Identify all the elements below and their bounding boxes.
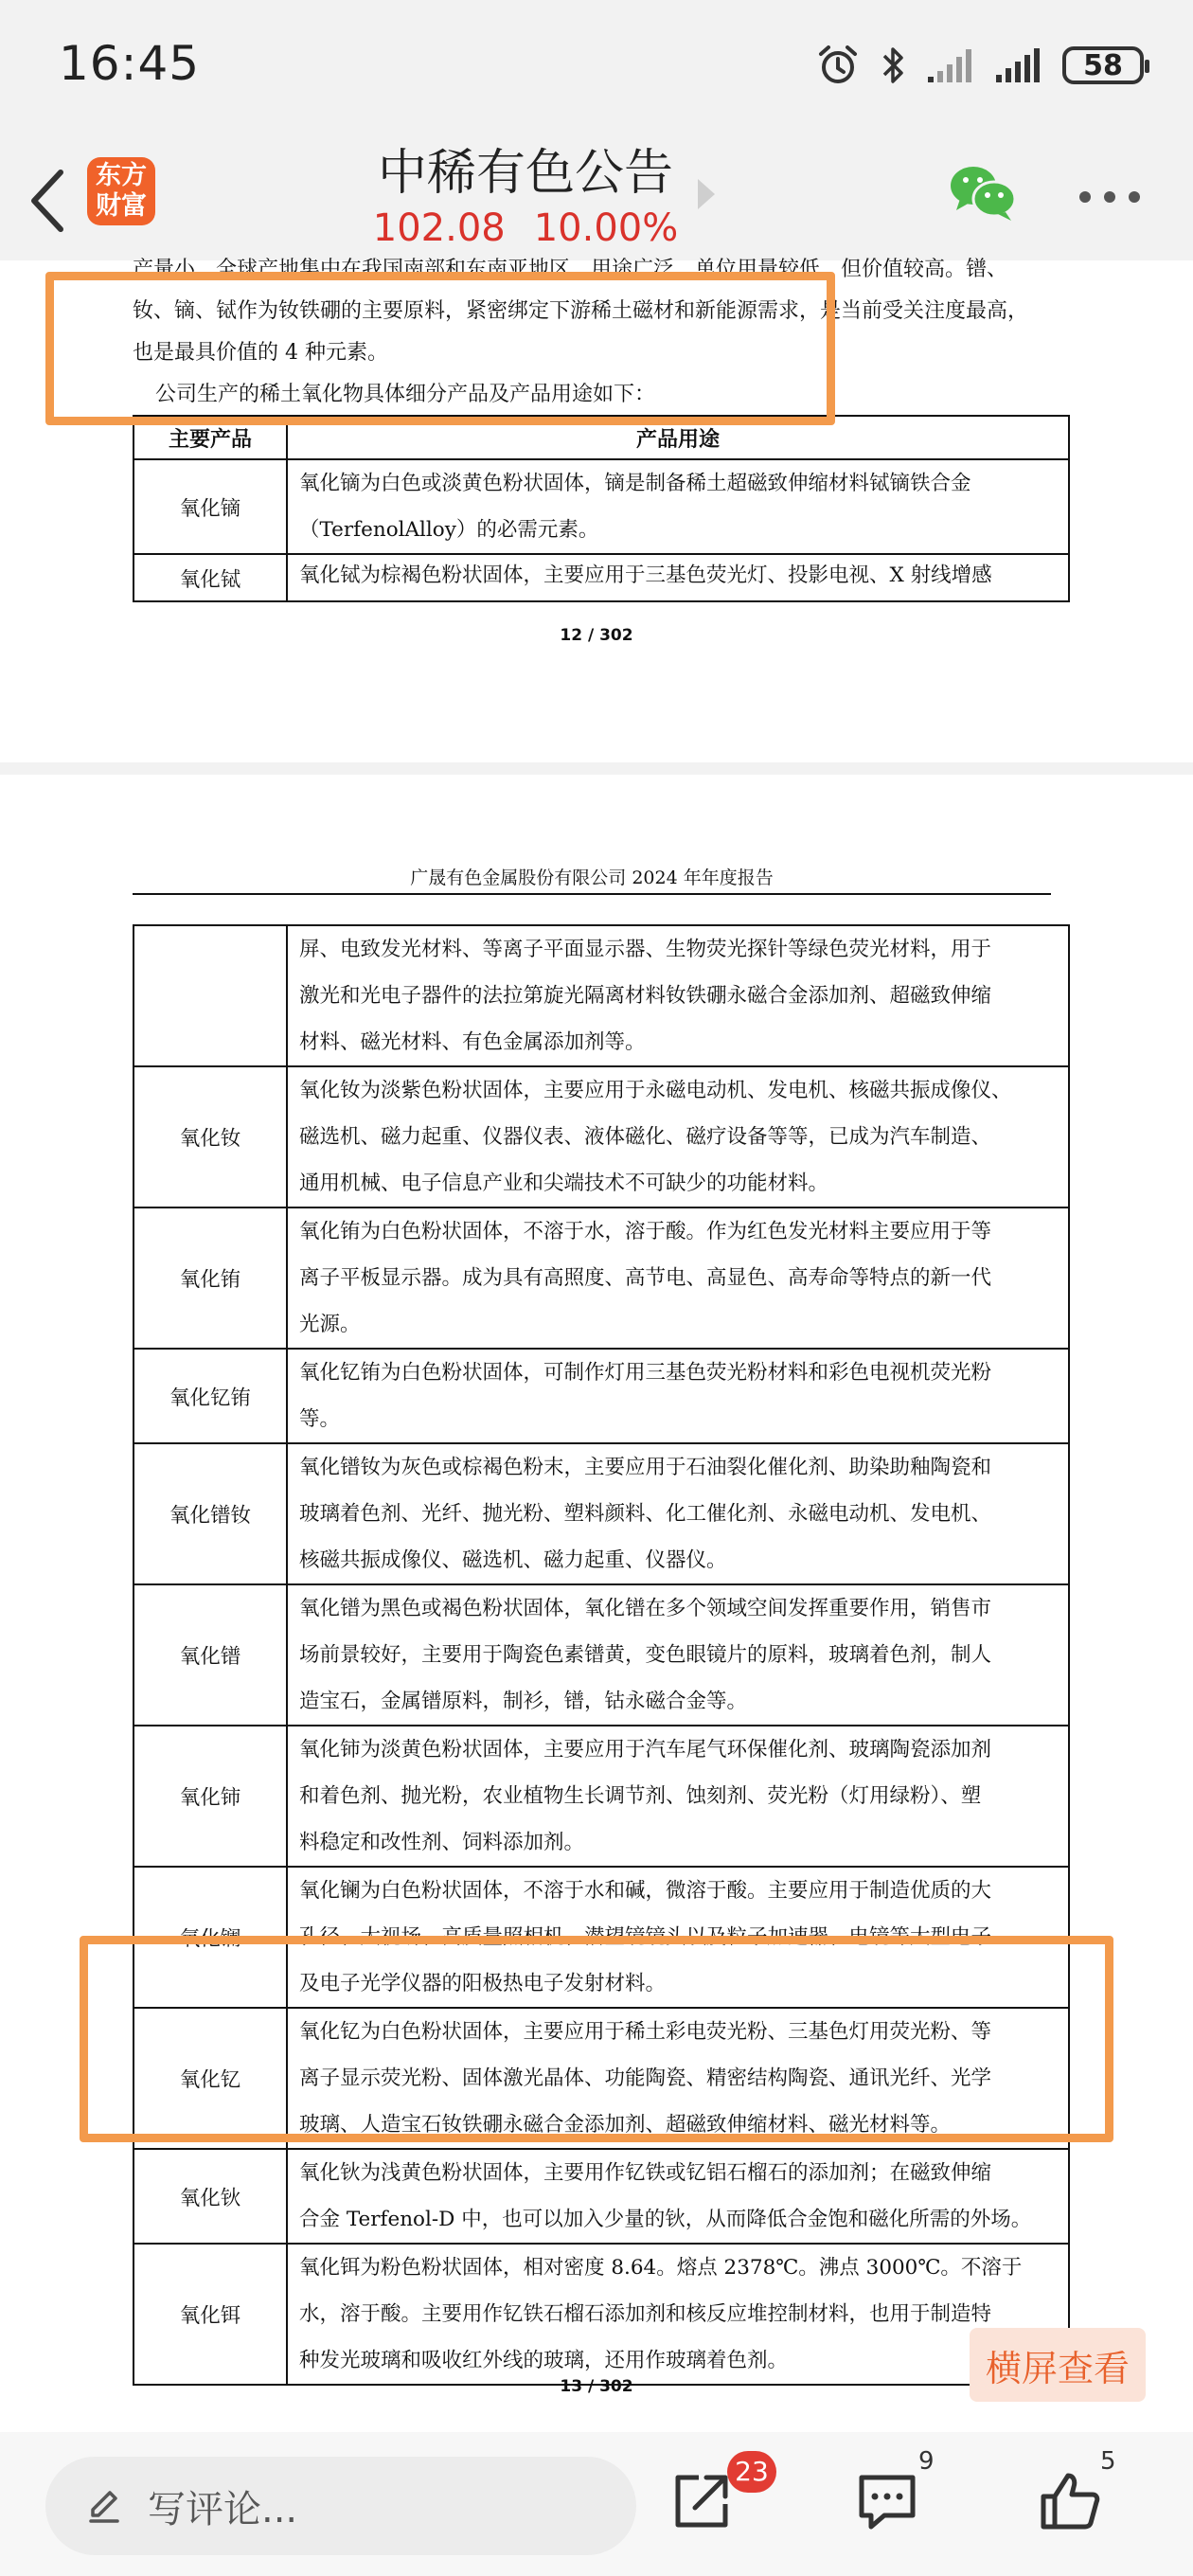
product-name: 氧化镨钕 [134, 1443, 287, 1584]
document-page-12 [0, 260, 1193, 762]
table-row [134, 2149, 1069, 2244]
product-use-line: 氧化铒为粉色粉状固体，相对密度 8.64。熔点 2378℃。沸点 3000℃。不溶于 [299, 2256, 1023, 2280]
paragraph [133, 249, 1060, 416]
table-row [134, 1867, 1069, 2008]
column-header-use: 产品用途 [287, 416, 1069, 459]
like-count: 5 [1100, 2447, 1116, 2476]
page-number: 13 / 302 [560, 2377, 633, 2396]
product-use [287, 1208, 1069, 1349]
product-name: 氧化钇铕 [134, 1349, 287, 1443]
product-use-line: 造宝石，金属镨原料，制衫，镨，钴永磁合金等。 [299, 1690, 748, 1713]
product-use-line: 核磁共振成像仪、磁选机、磁力起重、仪器仪。 [299, 1548, 727, 1572]
eastmoney-logo[interactable]: 东方 财富 [87, 157, 155, 225]
product-name: 氧化铕 [134, 1208, 287, 1349]
bottom-action-bar [0, 2432, 1193, 2576]
product-use-line: 料稳定和改性剂、饲料添加剂。 [299, 1831, 585, 1854]
product-use-line: 氧化镧为白色粉状固体，不溶于水和碱，微溶于酸。主要应用于制造优质的大 [299, 1879, 992, 1903]
product-use-line: 氧化钇铕为白色粉状固体，可制作灯用三基色荧光粉材料和彩色电视机荧光粉 [299, 1361, 992, 1385]
product-use [287, 1726, 1069, 1867]
product-use-line: 氧化镨钕为灰色或棕褐色粉末，主要应用于石油裂化催化剂、助染助釉陶瓷和 [299, 1456, 992, 1479]
table-row [134, 1584, 1069, 1726]
product-name: 氧化铽 [134, 554, 287, 601]
product-use [287, 2149, 1069, 2244]
product-name: 氧化镝 [134, 459, 287, 554]
product-use-line: 离子平板显示器。成为具有高照度、高节电、高显色、高寿命等特点的新一代 [299, 1266, 992, 1290]
table-row [134, 2008, 1069, 2149]
table-row [134, 1726, 1069, 1867]
stock-title-block[interactable] [312, 142, 739, 252]
product-use-line: 光源。 [299, 1313, 361, 1336]
product-use-line: 孔径、大视场、高质量照相机、潜望镜镜头以及粒子加速器、电镜等大型电子 [299, 1925, 992, 1949]
paragraph-line: 产量小，全球产地集中在我国南部和东南亚地区，用途广泛，单位用量较低，但价值较高。镨、 [133, 258, 1008, 281]
product-use-line: 和着色剂、抛光粉，农业植物生长调节剂、蚀刻剂、荧光粉（灯用绿粉）、塑 [299, 1784, 982, 1808]
status-time: 16:45 [59, 36, 201, 91]
landscape-view-button[interactable]: 横屏查看 [970, 2328, 1146, 2402]
product-use [287, 1584, 1069, 1726]
pencil-icon [85, 2487, 123, 2525]
table-row [134, 1208, 1069, 1349]
product-use-line: 氧化铕为白色粉状固体，不溶于水，溶于酸。作为红色发光材料主要应用于等 [299, 1220, 992, 1243]
product-use-line: 种发光玻璃和吸收红外线的玻璃，还用作玻璃着色剂。 [299, 2349, 789, 2372]
status-bar [0, 0, 1193, 142]
product-use [287, 925, 1069, 1066]
product-use-line: 水，溶于酸。主要用作钇铁石榴石添加剂和核反应堆控制材料，也用于制造特 [299, 2302, 992, 2326]
product-use [287, 1349, 1069, 1443]
table-row [134, 925, 1069, 1066]
stock-quote [312, 205, 739, 252]
product-use-line: 磁选机、磁力起重、仪器仪表、液体磁化、磁疗设备等等，已成为汽车制造、 [299, 1125, 992, 1149]
share-count-badge: 23 [727, 2451, 776, 2493]
share-icon[interactable] [670, 2470, 733, 2532]
column-header-product: 主要产品 [134, 416, 287, 459]
paragraph-line: 钕、镝、铽作为钕铁硼的主要原料，紧密绑定下游稀土磁材和新能源需求，是当前受关注度最高， [133, 299, 1029, 323]
product-use: 氧化铽为棕褐色粉状固体，主要应用于三基色荧光灯、投影电视、X 射线增感 [287, 554, 1069, 601]
status-icons [816, 42, 1144, 89]
product-name: 氧化铒 [134, 2244, 287, 2385]
comment-input[interactable] [45, 2457, 636, 2555]
page-number: 12 / 302 [560, 626, 633, 645]
product-use-line: 激光和光电子器件的法拉第旋光隔离材料钕铁硼永磁合金添加剂、超磁致伸缩 [299, 984, 992, 1008]
product-use-line: 玻璃着色剂、光纤、抛光粉、塑料颜料、化工催化剂、永磁电动机、发电机、 [299, 1502, 992, 1526]
product-use [287, 2244, 1069, 2385]
product-use-line: 材料、磁光材料、有色金属添加剂等。 [299, 1030, 646, 1054]
product-name [134, 925, 287, 1066]
product-use-line: 玻璃、人造宝石钕铁硼永磁合金添加剂、超磁致伸缩材料、磁光材料等。 [299, 2113, 952, 2137]
like-icon[interactable] [1038, 2470, 1102, 2532]
product-use-line: 氧化镨为黑色或褐色粉状固体，氧化镨在多个领域空间发挥重要作用，销售市 [299, 1597, 992, 1620]
paragraph-line: 也是最具价值的 4 种元素。 [133, 341, 388, 365]
comment-icon[interactable] [856, 2470, 918, 2532]
stock-title: 中稀有色公告 [377, 145, 673, 202]
product-use: 氧化镝为白色或淡黄色粉状固体，镝是制备稀土超磁致伸缩材料铽镝铁合金 （TerfenolAlloy）的必需元素。 [287, 459, 1069, 554]
bluetooth-icon [879, 44, 907, 87]
table-row [134, 2244, 1069, 2385]
document-page-13 [0, 775, 1193, 2432]
app-header [0, 142, 1193, 260]
product-use-line: 氧化钬为浅黄色粉状固体，主要用作钇铁或钇铝石榴石的添加剂；在磁致伸缩 [299, 2161, 992, 2185]
signal-icon [994, 46, 1043, 84]
wechat-share-icon[interactable] [947, 161, 1019, 224]
product-use-line: 等。 [299, 1407, 341, 1431]
product-name: 氧化铈 [134, 1726, 287, 1867]
product-use-line: 氧化钕为淡紫色粉状固体，主要应用于永磁电动机、发电机、核磁共振成像仪、 [299, 1079, 1012, 1102]
comment-placeholder: 写评论... [148, 2487, 298, 2531]
comment-count: 9 [918, 2447, 935, 2476]
signal-weak-icon [926, 46, 975, 84]
product-name: 氧化镨 [134, 1584, 287, 1726]
product-name: 氧化钕 [134, 1066, 287, 1208]
product-use [287, 1443, 1069, 1584]
product-name: 氧化镧 [134, 1867, 287, 2008]
product-use-line: 场前景较好，主要用于陶瓷色素镨黄，变色眼镜片的原料，玻璃着色剂，制人 [299, 1643, 992, 1667]
table-row [134, 459, 1069, 554]
product-use-line: 通用机械、电子信息产业和尖端技术不可缺少的功能材料。 [299, 1172, 829, 1195]
product-name: 氧化钬 [134, 2149, 287, 2244]
table-header-row [134, 416, 1069, 459]
table-row [134, 1066, 1069, 1208]
product-use-line: 氧化钇为白色粉状固体，主要应用于稀土彩电荧光粉、三基色灯用荧光粉、等 [299, 2020, 992, 2044]
stock-change: 10.00% [533, 206, 679, 250]
battery-indicator: 58 [1062, 46, 1144, 84]
paragraph-intro: 公司生产的稀土氧化物具体细分产品及产品用途如下： [155, 383, 656, 406]
product-use [287, 1867, 1069, 2008]
more-options-icon[interactable] [1079, 189, 1140, 205]
product-use-line: 屏、电致发光材料、等离子平面显示器、生物荧光探针等绿色荧光材料，用于 [299, 938, 992, 961]
product-table [133, 415, 1070, 602]
stock-price: 102.08 [372, 206, 506, 250]
product-use [287, 1066, 1069, 1208]
product-name: 氧化钇 [134, 2008, 287, 2149]
product-use-line: 离子显示荧光粉、固体激光晶体、功能陶瓷、精密结构陶瓷、通讯光纤、光学 [299, 2066, 992, 2090]
product-use-line: 及电子光学仪器的阳极热电子发射材料。 [299, 1972, 667, 1995]
product-use [287, 2008, 1069, 2149]
alarm-icon [816, 44, 860, 87]
table-row [134, 554, 1069, 601]
back-icon[interactable] [21, 165, 78, 237]
expand-arrow-icon[interactable] [694, 175, 719, 213]
product-use-line: 氧化铈为淡黄色粉状固体，主要应用于汽车尾气环保催化剂、玻璃陶瓷添加剂 [299, 1738, 992, 1762]
report-header: 广晟有色金属股份有限公司 2024 年年度报告 [133, 864, 1051, 895]
product-use-line: 合金 Terfenol-D 中，也可以加入少量的钬，从而降低合金饱和磁化所需的外场。 [299, 2208, 1032, 2231]
product-table-continued [133, 924, 1070, 2386]
table-row [134, 1443, 1069, 1584]
table-row [134, 1349, 1069, 1443]
